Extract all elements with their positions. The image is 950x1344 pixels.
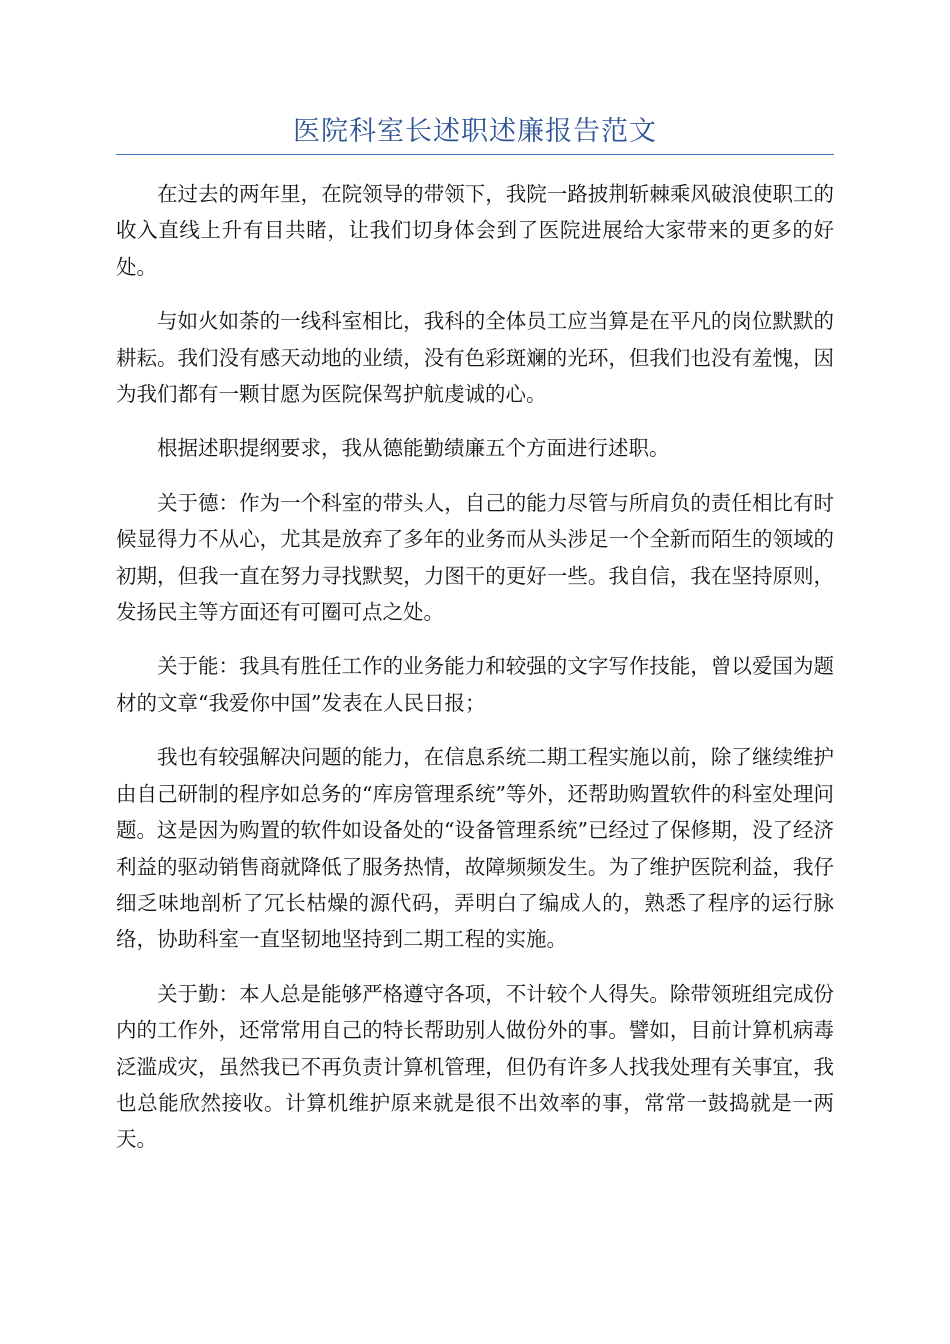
title-underline bbox=[116, 154, 834, 155]
paragraph-virtue: 关于德：作为一个科室的带头人，自己的能力尽管与所肩负的责任相比有时候显得力不从心，尤其是放弃了多年的业务而从头涉足一个全新而陌生的领域的初期，但我一直在努力寻找默契，力图干的更好一些。我自信，我在坚持原则，发扬民主等方面还有可圈可点之处。 bbox=[116, 490, 834, 625]
paragraph-department: 与如火如荼的一线科室相比，我科的全体员工应当算是在平凡的岗位默默的耕耘。我们没有感天动地的业绩，没有色彩斑斓的光环，但我们也没有羞愧，因为我们都有一颗甘愿为医院保驾护航虔诚的心。 bbox=[116, 309, 834, 407]
paragraph-diligence: 关于勤：本人总是能够严格遵守各项，不计较个人得失。除带领班组完成份内的工作外，还常常用自己的特长帮助别人做份外的事。譬如，目前计算机病毒泛滥成灾，虽然我已不再负责计算机管理，但仍有许多人找我处理有关事宜，我也总能欣然接收。计算机维护原来就是很不出效率的事，常常一鼓捣就是一两天。 bbox=[116, 981, 834, 1152]
paragraph-problem-solving: 我也有较强解决问题的能力，在信息系统二期工程实施以前，除了继续维护由自己研制的程序如总务的“库房管理系统”等外，还帮助购置软件的科室处理问题。这是因为购置的软件如设备处的“设备管理系统”已经过了保修期，没了经济利益的驱动销售商就降低了服务热情，故障频频发生。为了维护医院利益，我仔细乏味地剖析了冗长枯燥的源代码，弄明白了编成人的，熟悉了程序的运行脉络，协助科室一直坚韧地坚持到二期工程的实施。 bbox=[116, 745, 834, 952]
document-title: 医院科室长述职述廉报告范文 bbox=[293, 116, 657, 147]
paragraph-ability: 关于能：我具有胜任工作的业务能力和较强的文字写作技能，曾以爱国为题材的文章“我爱你中国”发表在人民日报； bbox=[116, 654, 834, 715]
document-body bbox=[116, 176, 834, 1176]
paragraph-intro: 在过去的两年里，在院领导的带领下，我院一路披荆斩棘乘风破浪使职工的收入直线上升有目共睹，让我们切身体会到了医院进展给大家带来的更多的好处。 bbox=[116, 182, 834, 279]
paragraph-outline: 根据述职提纲要求，我从德能勤绩廉五个方面进行述职。 bbox=[157, 436, 670, 461]
